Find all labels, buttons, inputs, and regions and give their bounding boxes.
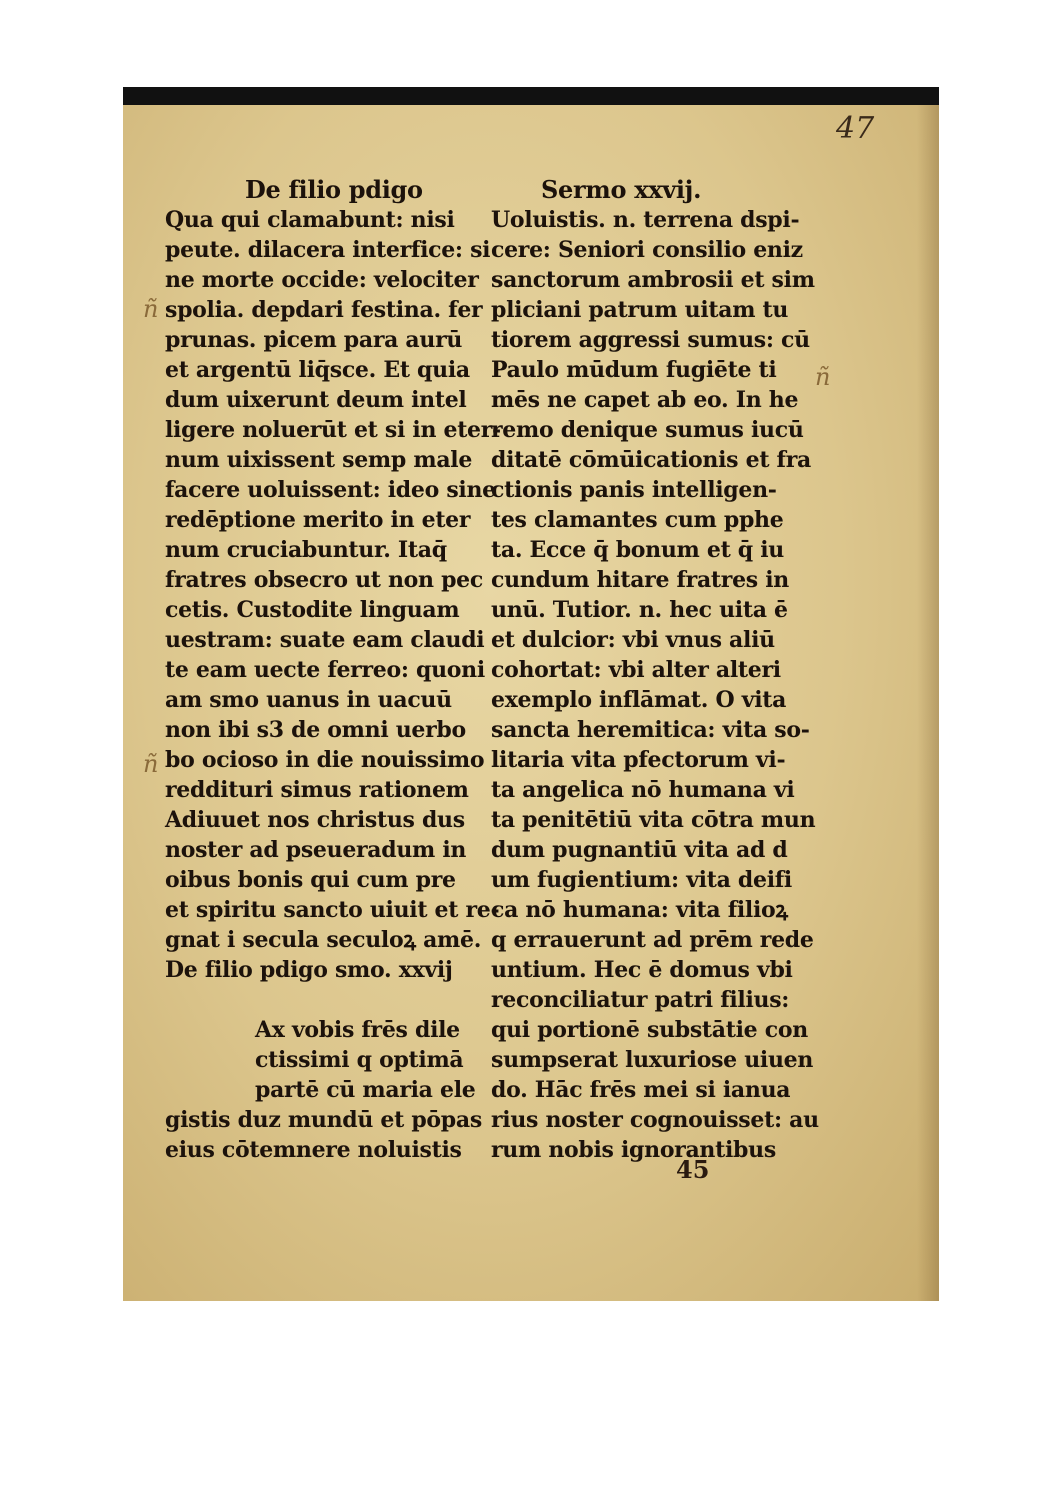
right-column-text-line: litaria vita pfectorum vi-: [491, 747, 786, 773]
left-column-text-line: dum uixerunt deum intel: [165, 387, 467, 413]
left-column-text-line: et spiritu sancto uiuit et re-: [165, 897, 500, 923]
right-column-text-line: qui portionē substātie con: [491, 1017, 808, 1043]
right-column-text-line: sumpserat luxuriose uiuen: [491, 1047, 814, 1073]
left-column-text-line: non ibi s3 de omni uerbo: [165, 717, 466, 743]
left-column-text-line: uestram: suate eam claudi: [165, 627, 485, 653]
left-column-text-line: peute. dilacera interfice: si: [165, 237, 491, 263]
right-column-text-line: ta. Ecce q̄ bonum et q̄ iu: [491, 537, 784, 563]
right-column-heading: Sermo xxvij.: [541, 175, 702, 204]
right-column-text-line: ca nō humana: vita filioꝝ: [491, 897, 788, 923]
marginal-mark-left-1: ñ: [143, 295, 159, 323]
right-column: [491, 175, 819, 1165]
right-column-text-line: reconciliatur patri filius:: [491, 987, 790, 1013]
right-column-text-line: tiorem aggressi sumus: cū: [491, 327, 810, 353]
left-column-text-line: ne morte occide: velociter: [165, 267, 479, 293]
right-column-text-line: ta penitētiū vita cōtra mun: [491, 807, 816, 833]
right-column-text-line: do. Hāc frēs mei si ianua: [491, 1077, 791, 1103]
left-column-text-line: bo ocioso in die nouissimo: [165, 747, 485, 773]
signature-mark: 45: [676, 1155, 710, 1184]
right-column-text-line: remo denique sumus iucū: [491, 417, 804, 443]
right-column-text-line: um fugientium: vita deifi: [491, 867, 792, 893]
left-column-text-line: num cruciabuntur. Itaq̄: [165, 537, 447, 563]
left-column-text-line: cetis. Custodite linguam: [165, 597, 460, 623]
sermon-opening-line: eius cōtemnere noluistis: [165, 1137, 462, 1163]
left-column-text-line: prunas. picem para aurū: [165, 327, 463, 353]
sermon-break: [165, 985, 455, 1015]
left-column-text-line: am smo uanus in uacuū: [165, 687, 452, 713]
right-column-text-line: cere: Seniori consilio eniz: [491, 237, 803, 263]
right-column-text-line: untium. Hec ē domus vbi: [491, 957, 793, 983]
left-column-text-line: et argentū liq̄sce. Et quia: [165, 357, 470, 383]
left-column-text-line: gnat i secula seculoꝝ amē.: [165, 927, 482, 953]
left-column-text-line: redēptione merito in eter: [165, 507, 471, 533]
sermon-opening-line: ctissimi q optimā: [255, 1047, 464, 1073]
sermon-opening-line: partē cū maria ele: [255, 1077, 476, 1103]
right-column-text-line: Paulo mūdum fugiēte ti: [491, 357, 777, 383]
right-column-text-line: q errauerunt ad prēm rede: [491, 927, 814, 953]
scan-frame: [123, 87, 939, 1301]
sermon-opening-line: Ax vobis frēs dile: [255, 1017, 460, 1043]
left-column-text-line: num uixissent semp male: [165, 447, 473, 473]
right-column-text-line: et dulcior: vbi vnus aliū: [491, 627, 775, 653]
right-column-text-line: rum nobis ignorantibus: [491, 1137, 776, 1163]
right-column-text-line: tes clamantes cum pphe: [491, 507, 784, 533]
right-column-text-line: dum pugnantiū vita ad d: [491, 837, 788, 863]
left-column-text-line: fratres obsecro ut non pec: [165, 567, 483, 593]
folio-number: 47: [836, 111, 875, 146]
right-column-text-line: cohortat: vbi alter alteri: [491, 657, 781, 683]
left-column-text-line: De filio pdigo smo. xxvij: [165, 957, 453, 983]
right-column-text-line: rius noster cognouisset: au: [491, 1107, 819, 1133]
left-column-text-line: ligere noluerūt et si in eter-: [165, 417, 501, 443]
sermon-opening-line: gistis duz mundū et pōpas: [165, 1107, 482, 1133]
left-column: [165, 175, 501, 1165]
right-column-text-line: Uoluistis. n. terrena dspi-: [491, 207, 800, 233]
marginal-mark-left-2: ñ: [143, 750, 159, 778]
left-column-heading: De filio pdigo: [245, 175, 423, 204]
left-column-text-line: te eam uecte ferreo: quoni: [165, 657, 485, 683]
right-column-text-line: sanctorum ambrosii et sim: [491, 267, 815, 293]
left-column-text-line: Qua qui clamabunt: nisi: [165, 207, 455, 233]
right-column-text-line: exemplo inflāmat. O vita: [491, 687, 787, 713]
page-edge-shadow: [917, 105, 939, 1301]
right-column-text-line: cundum hitare fratres in: [491, 567, 789, 593]
right-column-text-line: pliciani patrum uitam tu: [491, 297, 789, 323]
right-column-text-line: sancta heremitica: vita so-: [491, 717, 810, 743]
right-column-text-line: ta angelica nō humana vi: [491, 777, 795, 803]
left-column-text-line: facere uoluissent: ideo sine: [165, 477, 496, 503]
right-column-text-line: ctionis panis intelligen-: [491, 477, 777, 503]
right-column-text-line: unū. Tutior. n. hec uita ē: [491, 597, 788, 623]
left-column-text-line: Adiuuet nos christus dus: [165, 807, 465, 833]
manuscript-page: [123, 105, 939, 1301]
left-column-text-line: noster ad pseueradum in: [165, 837, 467, 863]
left-column-text-line: reddituri simus rationem: [165, 777, 469, 803]
marginal-mark-right: ñ: [815, 363, 831, 391]
left-column-text-line: spolia. depdari festina. fer: [165, 297, 483, 323]
right-column-text-line: ditatē cōmūicationis et fra: [491, 447, 811, 473]
left-column-text-line: oibus bonis qui cum pre: [165, 867, 456, 893]
right-column-text-line: mēs ne capet ab eo. In he: [491, 387, 799, 413]
